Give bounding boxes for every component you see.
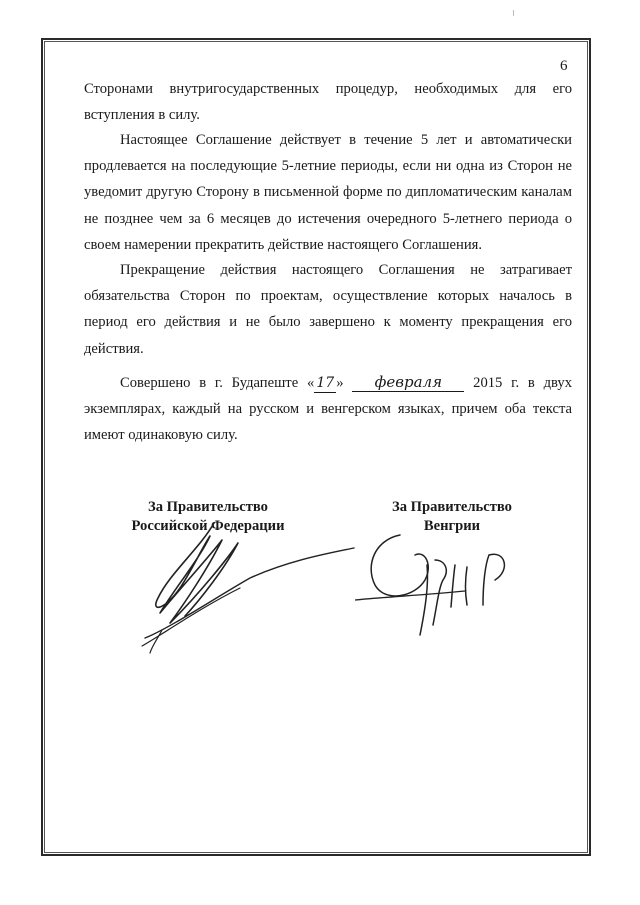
stray-mark (513, 10, 514, 16)
handwritten-month: февраля (352, 373, 464, 392)
closing-middle: » (336, 375, 353, 391)
paragraph-continuation: Сторонами внутригосударственных процедур, необходимых для его вступления в силу. (84, 81, 572, 124)
signatory-hungary-line2: Венгрии (423, 518, 481, 534)
closing-prefix: Совершено в г. Будапеште « (120, 375, 315, 391)
paragraph-termination: Прекращение действия настоящего Соглашения не затрагивает обязательства Сторон по проектам, осуществление которых началось в период его действия и не было завершено к моменту прекращения его действия. (84, 262, 572, 357)
signatory-hungary (362, 498, 542, 536)
paragraph-duration: Настоящее Соглашение действует в течение 5 лет и автоматически продлевается на последующие 5-летние периоды, если ни одна из Сторон не уведомит другую Сторону в письменной форме по дипломатическим каналам не позднее чем за 6 месяцев до истечения очередного 5-летнего периода о своем намерении прекратить действие настоящего Соглашения. (84, 132, 572, 253)
handwritten-day: 17 (314, 374, 336, 393)
paragraph-closing (84, 370, 572, 449)
closing-suffix: 2015 г. в двух экземплярах, каждый на русском и венгерском языках, причем оба текста имеют одинаковую силу. (84, 375, 572, 444)
signatory-russia-line1: За Правительство (148, 499, 268, 515)
signatory-hungary-line1: За Правительство (392, 499, 512, 515)
signatory-russia-line2: Российской Федерации (131, 518, 285, 534)
page-number: 6 (560, 58, 568, 74)
signatory-russia (118, 498, 298, 536)
